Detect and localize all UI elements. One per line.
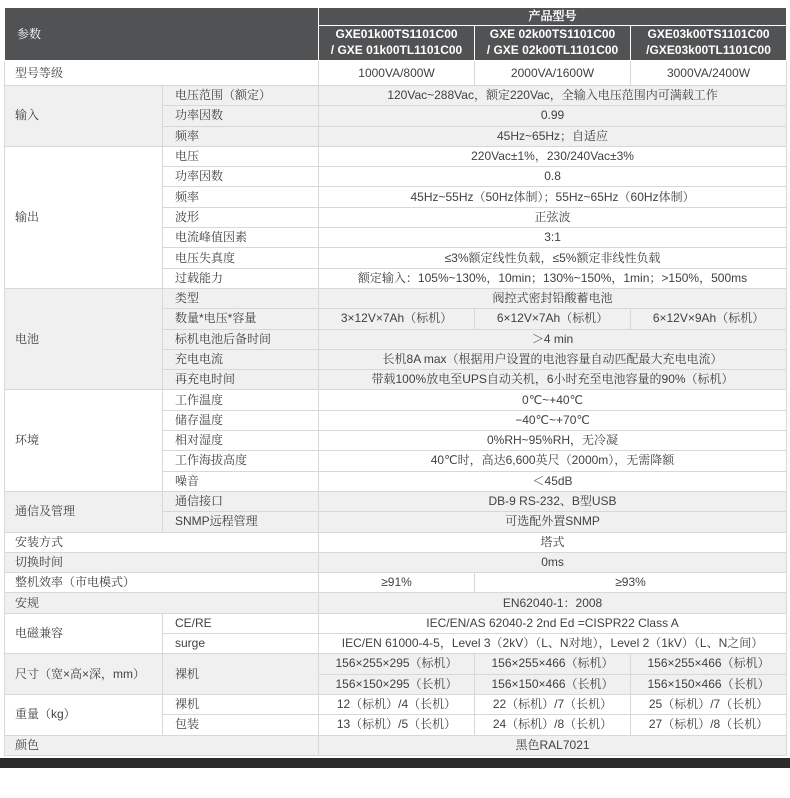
row-label: 电压范围（额定） <box>163 86 319 106</box>
spec-value-cell: ≥91% <box>319 573 475 593</box>
spec-value-cell: IEC/EN/AS 62040-2 2nd Ed =CISPR22 Class A <box>319 613 787 633</box>
row-label: 噪音 <box>163 471 319 491</box>
row-label-color: 颜色 <box>5 735 319 755</box>
param-header-cell: 参数 <box>5 8 319 61</box>
spec-value-cell: 156×150×466（长机） <box>631 674 787 694</box>
model-3-line1: GXE03k00TS1101C00 <box>647 27 770 42</box>
spec-table <box>4 7 787 756</box>
row-label: 储存温度 <box>163 410 319 430</box>
row-label-efficiency: 整机效率（市电模式） <box>5 573 319 593</box>
spec-value-cell: 带载100%放电至UPS自动关机，6小时充至电池容量的90%（标机） <box>319 370 787 390</box>
row-label: 工作海拔高度 <box>163 451 319 471</box>
section-label-input: 输入 <box>5 86 163 147</box>
row-label: 频率 <box>163 187 319 207</box>
spec-value-cell: 长机8A max（根据用户设置的电池容量自动匹配最大充电电流） <box>319 349 787 369</box>
spec-value-cell: 156×255×295（标机） <box>319 654 475 674</box>
spec-value-cell: IEC/EN 61000-4-5，Level 3（2kV）（L、N对地），Level 2（1kV）（L、N之间） <box>319 634 787 654</box>
spec-value-cell: 0℃~+40℃ <box>319 390 787 410</box>
row-label: SNMP远程管理 <box>163 512 319 532</box>
spec-value-cell: 0%RH~95%RH，无冷凝 <box>319 431 787 451</box>
row-label: 电压 <box>163 146 319 166</box>
spec-value-cell: 22（标机）/7（长机） <box>475 694 631 714</box>
spec-value-cell: 27（标机）/8（长机） <box>631 715 787 735</box>
spec-value-cell: ≥93% <box>475 573 787 593</box>
section-label-emc: 电磁兼容 <box>5 613 163 654</box>
section-label-weight: 重量（kg） <box>5 694 163 735</box>
spec-value-cell: 0ms <box>319 552 787 572</box>
model-name-cell <box>319 26 475 61</box>
spec-value-cell: EN62040-1：2008 <box>319 593 787 613</box>
spec-value-cell: ＞4 min <box>319 329 787 349</box>
row-label: 频率 <box>163 126 319 146</box>
row-label: 裸机 <box>163 694 319 714</box>
model-name-cell <box>631 26 787 61</box>
spec-value-cell: −40℃~+70℃ <box>319 410 787 430</box>
spec-value-cell: 1000VA/800W <box>319 61 475 86</box>
spec-value-cell: 3:1 <box>319 228 787 248</box>
spec-value-cell: ＜45dB <box>319 471 787 491</box>
spec-value-cell: 可选配外置SNMP <box>319 512 787 532</box>
spec-value-cell: 6×12V×9Ah（标机） <box>631 309 787 329</box>
spec-value-cell: 塔式 <box>319 532 787 552</box>
spec-value-cell: 0.99 <box>319 106 787 126</box>
spec-value-cell: 25（标机）/7（长机） <box>631 694 787 714</box>
section-label-battery: 电池 <box>5 288 163 389</box>
row-label: 通信接口 <box>163 491 319 511</box>
row-label: 相对湿度 <box>163 431 319 451</box>
spec-value-cell: 24（标机）/8（长机） <box>475 715 631 735</box>
bottom-divider-bar <box>0 758 790 768</box>
spec-value-cell: 正弦波 <box>319 207 787 227</box>
spec-value-cell: 120Vac~288Vac，额定220Vac，全输入电压范围内可满载工作 <box>319 86 787 106</box>
row-label-transfer-time: 切换时间 <box>5 552 319 572</box>
spec-value-cell: 156×150×295（长机） <box>319 674 475 694</box>
spec-value-cell: 45Hz~65Hz；自适应 <box>319 126 787 146</box>
spec-value-cell: ≤3%额定线性负载，≤5%额定非线性负载 <box>319 248 787 268</box>
spec-value-cell: 13（标机）/5（长机） <box>319 715 475 735</box>
section-label-environment: 环境 <box>5 390 163 491</box>
spec-value-cell: 0.8 <box>319 167 787 187</box>
row-label: 过载能力 <box>163 268 319 288</box>
row-label: 标机电池后备时间 <box>163 329 319 349</box>
spec-value-cell: 额定输入：105%~130%，10min；130%~150%，1min；>150%，500ms <box>319 268 787 288</box>
spec-value-cell: 12（标机）/4（长机） <box>319 694 475 714</box>
row-label: 数量*电压*容量 <box>163 309 319 329</box>
row-label: 裸机 <box>163 654 319 695</box>
spec-value-cell: 6×12V×7Ah（标机） <box>475 309 631 329</box>
spec-value-cell: 2000VA/1600W <box>475 61 631 86</box>
spec-value-cell: 220Vac±1%，230/240Vac±3% <box>319 146 787 166</box>
row-label: 充电电流 <box>163 349 319 369</box>
row-label: 再充电时间 <box>163 370 319 390</box>
spec-value-cell: 156×150×466（长机） <box>475 674 631 694</box>
spec-value-cell: 黑色RAL7021 <box>319 735 787 755</box>
spec-value-cell: 156×255×466（标机） <box>475 654 631 674</box>
row-label: 类型 <box>163 288 319 308</box>
row-label: CE/RE <box>163 613 319 633</box>
row-label: 波形 <box>163 207 319 227</box>
row-label: surge <box>163 634 319 654</box>
model-2-line1: GXE 02k00TS1101C00 <box>489 27 616 42</box>
model-name-cell <box>475 26 631 61</box>
spec-value-cell: 45Hz~55Hz（50Hz体制）；55Hz~65Hz（60Hz体制） <box>319 187 787 207</box>
spec-value-cell: DB-9 RS-232、B型USB <box>319 491 787 511</box>
row-label-safety: 安规 <box>5 593 319 613</box>
row-label: 包装 <box>163 715 319 735</box>
row-label: 电流峰值因素 <box>163 228 319 248</box>
product-model-header: 产品型号 <box>319 8 787 26</box>
row-label: 电压失真度 <box>163 248 319 268</box>
row-label: 工作温度 <box>163 390 319 410</box>
section-label-dimensions: 尺寸（宽×高×深，mm） <box>5 654 163 695</box>
row-label: 功率因数 <box>163 106 319 126</box>
rating-row-label: 型号等级 <box>5 61 319 86</box>
model-2-line2: / GXE 02k00TL1101C00 <box>486 43 619 57</box>
row-label-install: 安装方式 <box>5 532 319 552</box>
model-1-line1: GXE01k00TS1101C00 <box>335 27 458 42</box>
section-label-output: 输出 <box>5 146 163 288</box>
spec-value-cell: 阀控式密封铅酸蓄电池 <box>319 288 787 308</box>
spec-value-cell: 3000VA/2400W <box>631 61 787 86</box>
row-label: 功率因数 <box>163 167 319 187</box>
model-1-line2: / GXE 01k00TL1101C00 <box>330 43 463 57</box>
section-label-communication: 通信及管理 <box>5 491 163 532</box>
spec-value-cell: 3×12V×7Ah（标机） <box>319 309 475 329</box>
spec-value-cell: 156×255×466（标机） <box>631 654 787 674</box>
spec-value-cell: 40℃时，高达6,600英尺（2000m），无需降额 <box>319 451 787 471</box>
model-3-line2: /GXE03k00TL1101C00 <box>646 43 771 57</box>
